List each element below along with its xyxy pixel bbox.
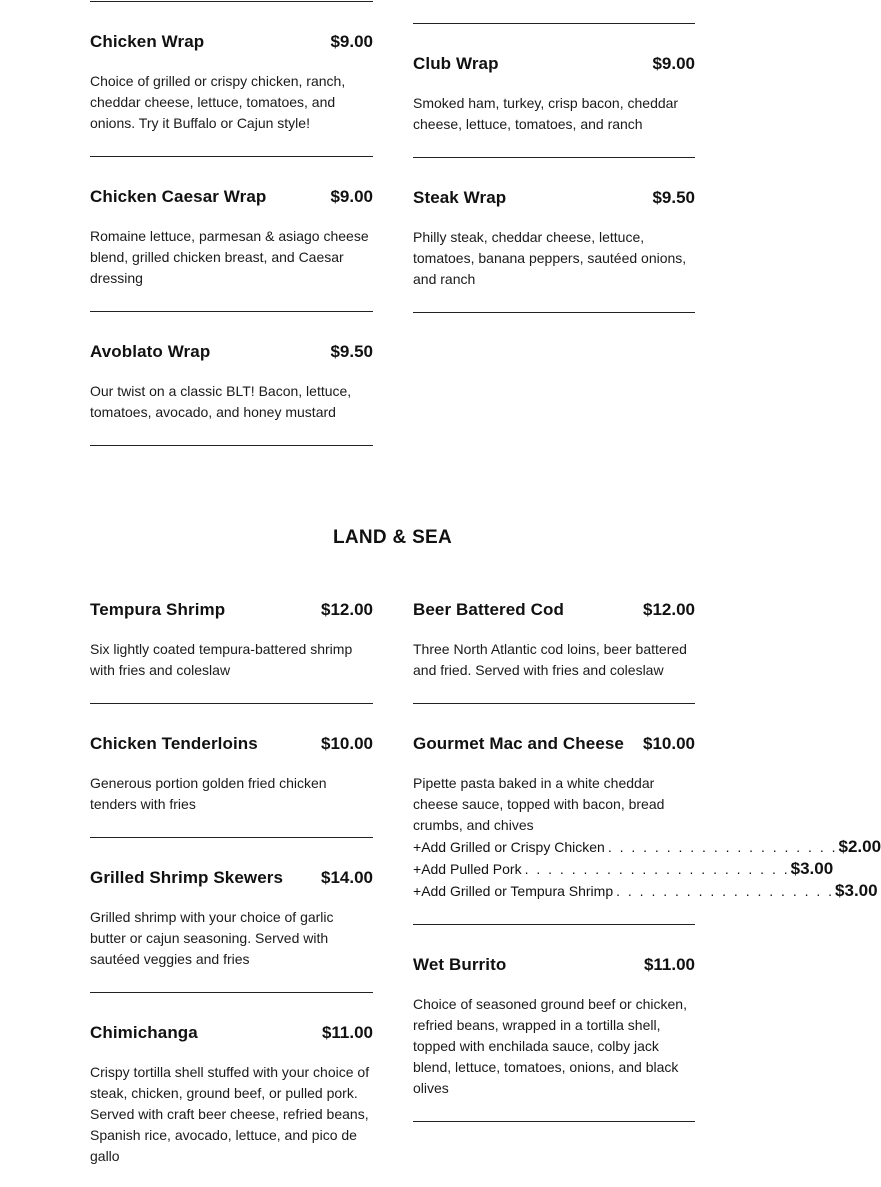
item-price: $9.00 [652, 54, 695, 73]
divider [90, 703, 373, 704]
divider [90, 837, 373, 838]
land-sea-left-column [90, 0, 373, 1187]
item-name: Tempura Shrimp [90, 600, 226, 619]
item-price: $14.00 [321, 868, 373, 887]
addon-list [413, 837, 881, 903]
item-price: $11.00 [321, 1023, 373, 1042]
item-description: Pipette pasta baked in a white cheddar cheese sauce, topped with bacon, bread crumbs, and chives [413, 775, 665, 833]
menu-item-chicken-tenderloins [90, 734, 373, 815]
divider [413, 924, 695, 925]
divider [413, 1121, 695, 1122]
item-price: $12.00 [643, 600, 695, 619]
item-description: Philly steak, cheddar cheese, lettuce, tomatoes, banana peppers, sautéed onions, and ranch [413, 229, 687, 287]
menu-item-chimichanga [90, 1023, 373, 1167]
menu-item-grilled-shrimp-skewers [90, 868, 373, 970]
addon-row [413, 837, 881, 859]
divider [90, 992, 373, 993]
item-price: $10.00 [321, 734, 373, 753]
item-name: Chicken Wrap [90, 32, 205, 51]
menu-item-wet-burrito [413, 955, 695, 1099]
divider [413, 703, 695, 704]
section-title-land-sea: LAND & SEA [332, 527, 453, 548]
dot-leader: . . . . . . . . . . . . . . . . . . . [616, 883, 835, 899]
item-name: Beer Battered Cod [413, 600, 564, 619]
addon-label: Add Pulled Pork [421, 861, 522, 877]
addon-price: $3.00 [790, 859, 834, 878]
item-name: Avoblato Wrap [90, 342, 211, 361]
item-price: $11.00 [643, 955, 695, 974]
item-price: $9.50 [330, 342, 373, 361]
addon-label: Add Grilled or Tempura Shrimp [421, 883, 614, 899]
item-name: Chicken Caesar Wrap [90, 187, 267, 206]
addon-row [413, 881, 878, 903]
plus-icon: + [413, 861, 422, 877]
item-name: Chicken Tenderloins [90, 734, 258, 753]
item-name: Wet Burrito [413, 955, 507, 974]
plus-icon: + [413, 883, 422, 899]
addon-price: $3.00 [835, 881, 878, 900]
addon-price: $2.00 [838, 837, 881, 856]
item-price: $12.00 [321, 600, 373, 619]
menu-item-tempura-shrimp [90, 600, 373, 681]
item-description: Crispy tortilla shell stuffed with your choice of steak, chicken, ground beef, or pulled pork. Served with craft beer cheese, refried beans, Spanish rice, avocado, lettuce, and pico de gallo [90, 1064, 370, 1164]
addon-row [413, 859, 834, 881]
item-name: Chimichanga [90, 1023, 198, 1042]
item-description: Our twist on a classic BLT! Bacon, lettuce, tomatoes, avocado, and honey mustard [90, 383, 352, 420]
item-name: Grilled Shrimp Skewers [90, 868, 284, 887]
item-description: Generous portion golden fried chicken tenders with fries [90, 775, 327, 812]
dot-leader: . . . . . . . . . . . . . . . . . . . . [607, 839, 838, 855]
item-price: $9.50 [652, 188, 695, 207]
menu-item-beer-battered-cod [413, 600, 695, 681]
item-name: Steak Wrap [413, 188, 507, 207]
item-description: Three North Atlantic cod loins, beer battered and fried. Served with fries and coleslaw [413, 641, 687, 678]
item-price: $10.00 [643, 734, 695, 753]
item-description: Six lightly coated tempura-battered shrimp with fries and coleslaw [90, 641, 353, 678]
item-price: $9.00 [330, 187, 373, 206]
item-name: Club Wrap [413, 54, 499, 73]
item-description: Romaine lettuce, parmesan & asiago cheese blend, grilled chicken breast, and Caesar dressing [90, 228, 369, 286]
land-sea-right-column [413, 0, 881, 1187]
item-description: Choice of seasoned ground beef or chicken, refried beans, wrapped in a tortilla shell, topped with enchilada sauce, colby jack blend, lettuce, tomatoes, onions, and black olives [413, 996, 687, 1096]
item-description: Smoked ham, turkey, crisp bacon, cheddar cheese, lettuce, tomatoes, and ranch [413, 95, 679, 132]
plus-icon: + [413, 839, 422, 855]
addon-label: Add Grilled or Crispy Chicken [421, 839, 605, 855]
item-description: Choice of grilled or crispy chicken, ranch, cheddar cheese, lettuce, tomatoes, and onions. Try it Buffalo or Cajun style! [90, 73, 346, 131]
menu-item-gourmet-mac-and-cheese [413, 734, 695, 836]
item-description: Grilled shrimp with your choice of garlic butter or cajun seasoning. Served with sautéed veggies and fries [90, 909, 334, 967]
dot-leader: . . . . . . . . . . . . . . . . . . . . . . . [524, 861, 790, 877]
item-name: Gourmet Mac and Cheese [413, 734, 624, 753]
item-price: $9.00 [330, 32, 373, 51]
